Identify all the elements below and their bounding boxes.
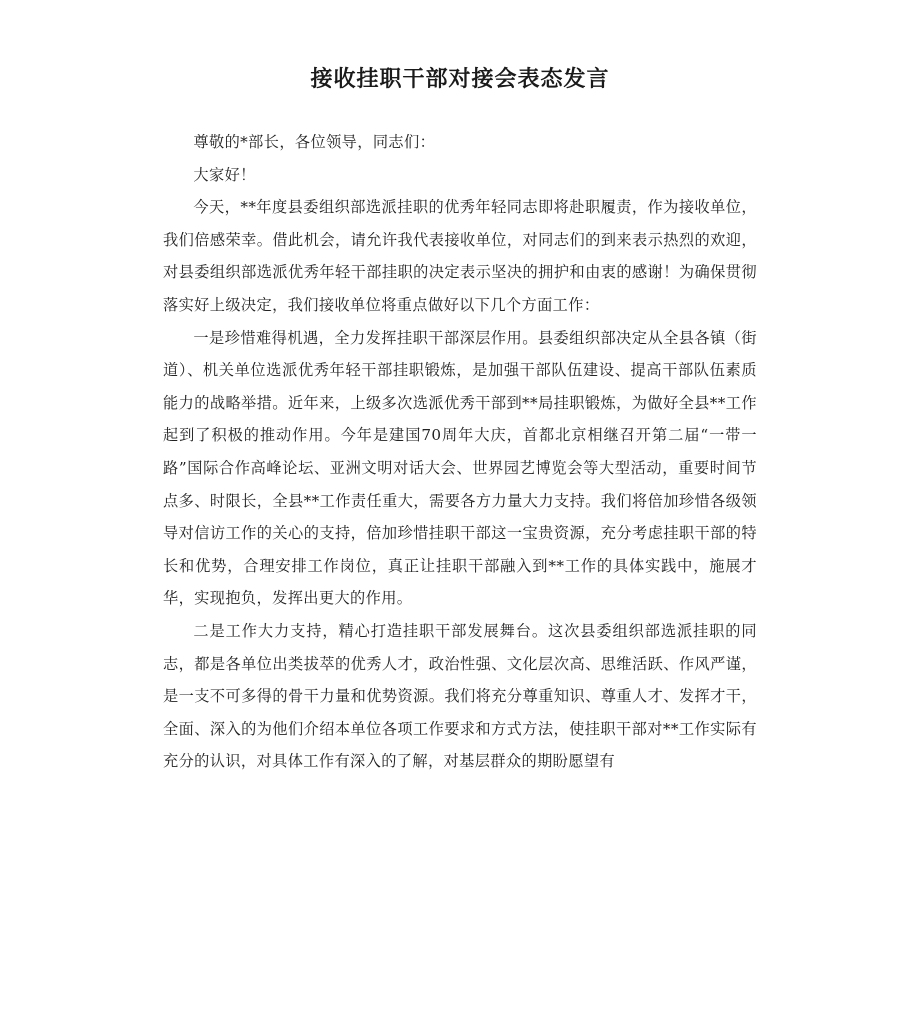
intro-paragraph: 今天，**年度县委组织部选派挂职的优秀年轻同志即将赴职履责，作为接收单位，我们倍感荣幸。借此机会，请允许我代表接收单位，对同志们的到来表示热烈的欢迎，对县委组织部选派优秀年轻干部挂职的决定表示坚决的拥护和由衷的感谢！为确保贯彻落实好上级决定，我们接收单位将重点做好以下几个方面工作：	[163, 198, 757, 314]
point-one-paragraph: 一是珍惜难得机遇，全力发挥挂职干部深层作用。县委组织部决定从全县各镇（街道）、机关单位选派优秀年轻干部挂职锻炼，是加强干部队伍建设、提高干部队伍素质能力的战略举措。近年来，上级多次选派优秀干部到**局挂职锻炼，为做好全县**工作起到了积极的推动作用。今年是建国70周年大庆，首都北京相继召开第二届“一带一路”国际合作高峰论坛、亚洲文明对话大会、世界园艺博览会等大型活动，重要时间节点多、时限长，全县**工作责任重大，需要各方力量大力支持。我们将倍加珍惜各级领导对信访工作的关心的支持，倍加珍惜挂职干部这一宝贵资源，充分考虑挂职干部的特长和优势，合理安排工作岗位，真正让挂职干部融入到**工作的具体实践中，施展才华，实现抱负，发挥出更大的作用。	[163, 328, 757, 608]
document-body	[163, 126, 757, 778]
greeting-paragraph: 大家好！	[193, 165, 256, 184]
document-title: 接收挂职干部对接会表态发言	[310, 67, 610, 92]
point-two-paragraph: 二是工作大力支持，精心打造挂职干部发展舞台。这次县委组织部选派挂职的同志，都是各单位出类拔萃的优秀人才，政治性强、文化层次高、思维活跃、作风严谨，是一支不可多得的骨干力量和优势资源。我们将充分尊重知识、尊重人才、发挥才干，全面、深入的为他们介绍本单位各项工作要求和方式方法，使挂职干部对**工作实际有充分的认识，对具体工作有深入的了解，对基层群众的期盼愿望有	[163, 621, 757, 771]
salutation-paragraph: 尊敬的*部长，各位领导，同志们：	[193, 133, 436, 151]
